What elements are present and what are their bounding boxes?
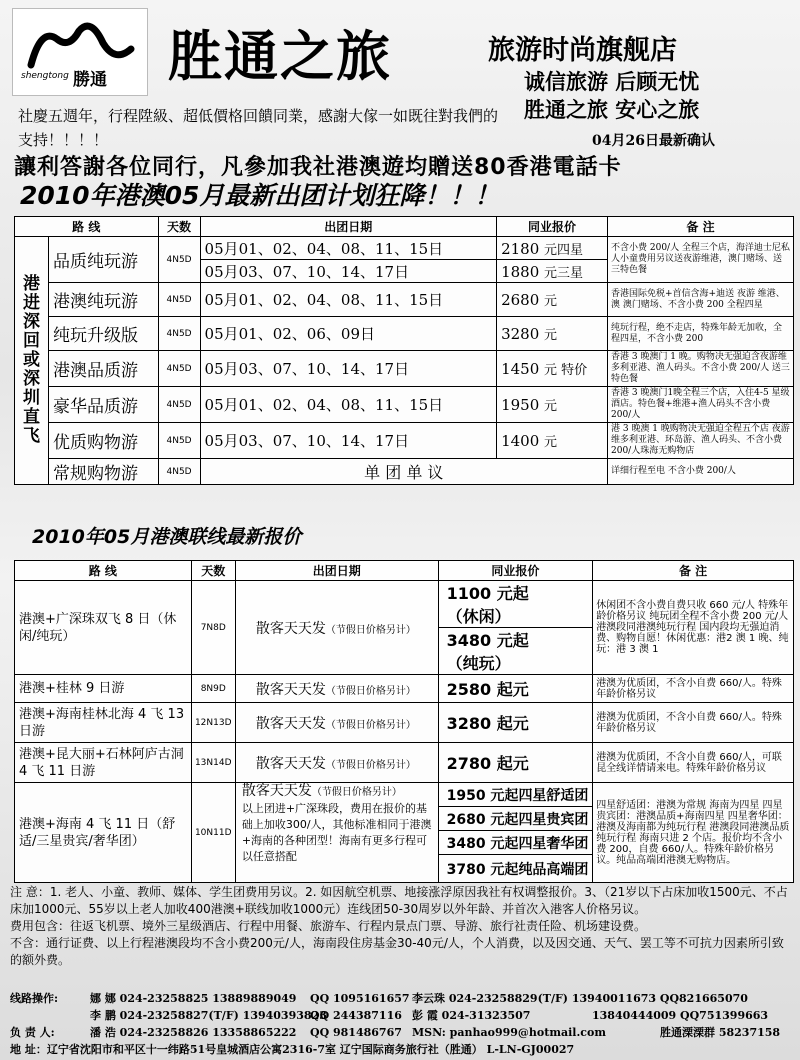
combo-price-table xyxy=(14,560,794,883)
route-days: 12N13D xyxy=(191,703,235,743)
side-label: 港 进 深 回 或 深 圳 直 飞 xyxy=(15,237,49,485)
route-days: 4N5D xyxy=(158,351,200,387)
table-row xyxy=(15,459,794,485)
col-price: 同业报价 xyxy=(438,561,593,581)
route-price: 3480 元起（纯玩） xyxy=(438,628,593,675)
table-row xyxy=(15,423,794,459)
route-days: 4N5D xyxy=(158,459,200,485)
col-days: 天数 xyxy=(158,217,200,237)
route-days: 4N5D xyxy=(158,387,200,423)
route-price: 2180 元四星 xyxy=(497,237,608,260)
route-price: 2680 元起四星贵宾团 xyxy=(438,807,593,831)
route-name: 品质纯玩游 xyxy=(49,237,159,283)
route-name: 港澳+海南 4 飞 11 日（舒适/三星贵宾/奢华团） xyxy=(15,783,192,883)
route-name: 纯玩升级版 xyxy=(49,317,159,351)
table-row xyxy=(15,237,794,260)
hk-macau-price-table xyxy=(14,216,794,485)
route-days: 4N5D xyxy=(158,317,200,351)
col-price: 同业报价 xyxy=(497,217,608,237)
route-price: 2580 起元 xyxy=(438,675,593,703)
route-name: 港澳+昆大丽+石林阿庐古洞 4 飞 11 日游 xyxy=(15,743,192,783)
contact-liyunzhu: 李云珠 024-23258829(T/F) 13940011673 QQ821665070 xyxy=(412,992,748,1005)
route-price: 2680 元 xyxy=(497,283,608,317)
route-price: 2780 起元 xyxy=(438,743,593,783)
table-row xyxy=(15,703,794,743)
route-dates: 05月01、02、06、09日 xyxy=(200,317,497,351)
route-name: 港澳+海南桂林北海 4 飞 13 日游 xyxy=(15,703,192,743)
route-note: 休闲团不含小费自费只收 660 元/人 特殊年龄价格另议 纯玩团全程不含小费 200 元/人 港澳段同港澳纯玩行程 国内段均无强迫消费、购物自愿！休闲优惠：港2 澳 1 晚、纯玩：港 3 澳 1 xyxy=(593,581,794,675)
contact-nana-qq: QQ 1095161657 xyxy=(310,992,410,1005)
slogan-trust: 诚信旅游 后顾无忧 xyxy=(524,70,700,94)
contact-panhao: 潘 浩 024-23258826 13358865222 xyxy=(90,1026,297,1039)
route-note: 香港 3 晚澳门 1 晚。购物决无强迫含夜游维多利亚港、渔人码头。不含小费 200/人 送三特色餐 xyxy=(608,351,794,387)
col-notes: 备 注 xyxy=(593,561,794,581)
route-departure: 散客天天发（节假日价格另计） xyxy=(235,581,438,675)
route-days: 4N5D xyxy=(158,237,200,283)
table-row xyxy=(15,317,794,351)
route-days: 8N9D xyxy=(191,675,235,703)
route-price: 1400 元 xyxy=(497,423,608,459)
route-price: 3280 起元 xyxy=(438,703,593,743)
route-price: 3280 元 xyxy=(497,317,608,351)
table-header-row xyxy=(15,561,794,581)
promo-banner: 讓利答謝各位同行，凡參加我社港澳遊均贈送80香港電話卡 xyxy=(14,155,622,180)
route-note: 港澳为优质团，不含小自费 660/人，可联昆全线详情请来电。特殊年龄价格另议 xyxy=(593,743,794,783)
route-note: 不含小费 200/人 全程三个店，海洋迪士尼私人小童费用另议送夜游维港，澳门赌场、送三特色餐 xyxy=(608,237,794,283)
contact-pengxia: 彭 霞 024-31323507 xyxy=(412,1009,531,1022)
notes-text: 注 意：1. 老人、小童、教师、媒体、学生团费用另议。2. 如因航空机票、地接涨浮原因我社有权调整报价。3、（21岁以下占床加收1500元、不占床加1000元、55岁以上老人加收400港澳+联线加收1000元）连线团50-30周岁以外年龄、并首次入港客人价格另议。 xyxy=(10,885,788,916)
contact-lipeng-qq: QQ 244387116 xyxy=(310,1009,402,1022)
table-row xyxy=(15,675,794,703)
route-departure: 散客天天发（节假日价格另计） xyxy=(235,703,438,743)
contact-pengxia-2: 13840444009 QQ751399663 xyxy=(592,1009,769,1022)
route-name: 豪华品质游 xyxy=(49,387,159,423)
logo-en-text: shengtong xyxy=(21,71,69,81)
route-note: 纯玩行程，绝不走店，特殊年龄无加收，全程四星，不含小费 200 xyxy=(608,317,794,351)
route-price: 1880 元三星 xyxy=(497,260,608,283)
include-text: 费用包含：往返飞机票、境外三星级酒店、行程中用餐、旅游车、行程内景点门票、导游、旅行社责任险、机场建设费。 xyxy=(10,919,647,933)
table-header-row xyxy=(15,217,794,237)
route-days: 7N8D xyxy=(191,581,235,675)
route-dates: 05月03、07、10、14、17日 xyxy=(200,423,497,459)
route-note: 详细行程至电 不含小费 200/人 xyxy=(608,459,794,485)
route-departure: 散客天天发（节假日价格另计） 以上团进+广深珠段，费用在报价的基础上加收300/人，其他标准相同于港澳+海南的各种团型！海南有更多行程可以任意搭配 xyxy=(235,783,438,883)
route-note: 港澳为优质团，不含小自费 660/人。特殊年龄价格另议 xyxy=(593,675,794,703)
slogan-flagship: 旅游时尚旗舰店 xyxy=(488,35,677,66)
table-row xyxy=(15,783,794,807)
address: 地 址：辽宁省沈阳市和平区十一纬路51号皇城酒店公寓2316-7室 辽宁国际商务旅行社（胜通） L-LN-GJ00027 xyxy=(10,1043,575,1056)
route-name: 常规购物游 xyxy=(49,459,159,485)
route-dates: 05月01、02、04、08、11、15日 xyxy=(200,283,497,317)
route-price: 1950 元 xyxy=(497,387,608,423)
route-dates: 05月03、07、10、14、17日 xyxy=(200,260,497,283)
route-departure: 散客天天发（节假日价格另计） xyxy=(235,743,438,783)
contact-panhao-qq: QQ 981486767 xyxy=(310,1026,402,1039)
route-note: 四星舒适团：港澳为常规 海南为四星 四星贵宾团：港澳品质+海南四星 四星奢华团：港澳及海南都为纯玩行程 港澳段同港澳品质纯玩行程 海南只进 2 个店。报价均不含小费 200，自费 660/人。特殊年龄价格另议。纯品高端团港澳无购物店。 xyxy=(593,783,794,883)
route-departure: 散客天天发（节假日价格另计） xyxy=(235,675,438,703)
footer-notes xyxy=(10,884,790,969)
route-name: 港澳+桂林 9 日游 xyxy=(15,675,192,703)
col-notes: 备 注 xyxy=(608,217,794,237)
contact-nana: 娜 娜 024-23258825 13889889049 xyxy=(90,992,297,1005)
col-route: 路 线 xyxy=(15,217,159,237)
table-row xyxy=(15,387,794,423)
route-merged-price: 单 团 单 议 xyxy=(200,459,607,485)
table-row xyxy=(15,581,794,628)
logo-cn-text: 勝通 xyxy=(73,70,107,90)
route-price: 1100 元起（休闲） xyxy=(438,581,593,628)
col-dates: 出团日期 xyxy=(235,561,438,581)
col-route: 路 线 xyxy=(15,561,192,581)
section-title-hk-macau: 2010年港澳05月最新出团计划狂降！！！ xyxy=(20,181,500,210)
exclude-text: 不含：通行证费、以上行程港澳段均不含小费200元/人，海南段住房基金30-40元/人，个人消费，以及因交通、天气、罢工等不可抗力因素所引致的额外费。 xyxy=(10,936,784,967)
route-dates: 05月03、07、10、14、17日 xyxy=(200,351,497,387)
route-note: 港 3 晚澳 1 晚购物决无强迫全程五个店 夜游维多利亚港、环岛游、渔人码头、不含小费 200/人珠海无购物店 xyxy=(608,423,794,459)
route-dates: 05月01、02、04、08、11、15日 xyxy=(200,237,497,260)
route-note: 香港国际免税+首信含海+迪送 夜游 维港、澳 澳门赌场、不含小费 200 全程四星 xyxy=(608,283,794,317)
contact-block xyxy=(10,990,794,1060)
col-days: 天数 xyxy=(191,561,235,581)
route-name: 优质购物游 xyxy=(49,423,159,459)
boss-label: 负 责 人: xyxy=(10,1026,55,1039)
route-name: 港澳+广深珠双飞 8 日（休闲/纯玩） xyxy=(15,581,192,675)
mountain-logo-icon xyxy=(27,19,135,69)
table-row xyxy=(15,351,794,387)
route-days: 4N5D xyxy=(158,283,200,317)
route-name: 港澳品质游 xyxy=(49,351,159,387)
anniversary-notice: 社慶五週年，行程陞級、超低價格回饋同業，感謝大傢一如既往對我們的支持！！！！ xyxy=(18,107,499,149)
company-logo xyxy=(12,8,148,96)
route-price: 3480 元起四星奢华团 xyxy=(438,831,593,855)
group-number: 胜通溧溧群 58237158 xyxy=(660,1026,781,1039)
route-days: 4N5D xyxy=(158,423,200,459)
section-title-combo: 2010年05月港澳联线最新报价 xyxy=(32,526,302,548)
route-days: 10N11D xyxy=(191,783,235,883)
col-dates: 出团日期 xyxy=(200,217,497,237)
route-days: 13N14D xyxy=(191,743,235,783)
table-row xyxy=(15,743,794,783)
route-price: 1950 元起四星舒适团 xyxy=(438,783,593,807)
route-name: 港澳纯玩游 xyxy=(49,283,159,317)
contact-lipeng: 李 鹏 024-23258827(T/F) 13940393823 xyxy=(90,1009,327,1022)
update-date: 04月26日最新确认 xyxy=(592,133,715,149)
ops-label: 线路操作: xyxy=(10,992,59,1005)
route-dates: 05月01、02、04、08、11、15日 xyxy=(200,387,497,423)
slogan-safe: 胜通之旅 安心之旅 xyxy=(524,98,700,122)
route-price: 1450 元 特价 xyxy=(497,351,608,387)
contact-msn: MSN: panhao999@hotmail.com xyxy=(412,1026,606,1039)
route-note: 香港 3 晚澳门1晚全程三个店，入住4-5 星级酒店。特色餐+维港+渔人码头不含小费 200/人 xyxy=(608,387,794,423)
brand-title: 胜通之旅 xyxy=(168,24,392,88)
route-note: 港澳为优质团，不含小自费 660/人。特殊年龄价格另议 xyxy=(593,703,794,743)
route-price: 3780 元起纯品高端团 xyxy=(438,855,593,883)
table-row xyxy=(15,283,794,317)
